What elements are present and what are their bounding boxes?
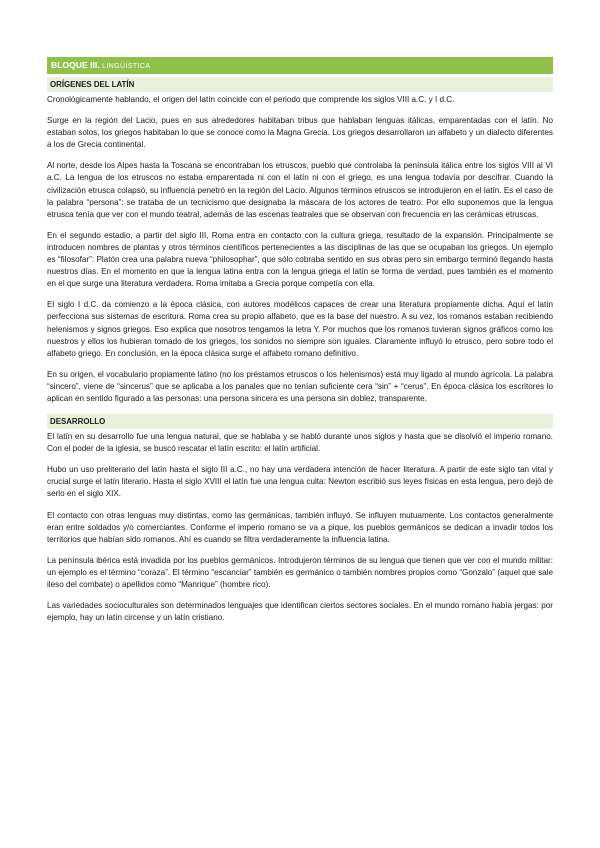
- paragraph: Las variedades socioculturales son determinados lenguajes que identifican ciertos sectores sociales. En el mundo romano había jergas: por ejemplo, hay un latín circense y un latín cristiano.: [47, 601, 553, 623]
- paragraph: El siglo I d.C. da comienzo a la época clásica, con autores modélicos capaces de crear una literatura propiamente dicha. Aquí el latín perfecciona sus sistemas de escritura. Roma crea su propio alfabeto, que es la base del nuestro. A su vez, los romanos estaban recibiendo helenismos y signos griegos. Eso explica que nosotros tengamos la letra Y. Por muchos que los romanos tuvieran signos gráficos como los nuestros y ellos los hubieran tomado de los griegos, los sonidos no siempre son iguales. Claramente influyó lo etrusco, pero sobre todo el alfabeto griego. En conclusión, en la época clásica surge el alfabeto romano definitivo.: [47, 300, 553, 358]
- paragraph: La península ibérica está invadida por los pueblos germánicos. Introdujeron términos de su lengua que tienen que ver con el mundo militar: un ejemplo es el término “coraza”. El término “escanciar” también es germánico o también nombres propios como “Gonzalo” (aquel que sale ileso del combate) o apellidos como “Manrique” (hombre rico).: [47, 555, 553, 589]
- paragraph: El latín en su desarrollo fue una lengua natural, que se hablaba y se habló durante unos siglos y hasta que se disolvió el imperio romano. Con el poder de la iglesia, se buscó rescatar el latín escrito: el latín artificial.: [47, 432, 553, 454]
- section-title: ORÍGENES DEL LATÍN: [47, 77, 553, 92]
- block-subtitle: LINGÜÍSTICA: [102, 63, 151, 70]
- paragraph: En su origen, el vocabulario propiamente latino (no los préstamos etruscos o los helenismos) está muy ligado al mundo agrícola. La palabra “sincero”, viene de “sincerus” que se aplicaba a los panales que no tenían suficiente cera “sin” + “cerus”. En época clásica los escritores lo aplican en sentido figurado a las personas: una persona sincera es una persona sin doblez, transparente.: [47, 369, 553, 403]
- paragraph: Cronológicamente hablando, el origen del latín coincide con el periodo que comprende los siglos VIII a.C. y I d.C.: [47, 95, 455, 104]
- section-origenes: [47, 77, 553, 405]
- section-desarrollo: [47, 414, 553, 624]
- paragraph: El contacto con otras lenguas muy distintas, como las germánicas, también influyó. Se influyen mutuamente. Los contactos generalmente eran entre soldados y/o comerciantes. Conforme el imperio romano se va a pique, los pueblos germánicos se dedican a invadir todos los territorios que habían sido romanos. Ahí es cuando se filtra verdaderamente la influencia latina.: [47, 510, 553, 544]
- paragraph: Surge en la región del Lacio, pues en sus alrededores habitaban tribus que hablaban lenguas itálicas, emparentadas con el latín. No estaban solos, los griegos habitaban lo que se conoce como la Magna Grecia. Los griegos desarrollaron un alfabeto y un dialecto diferentes a los de Grecia continental.: [47, 116, 553, 150]
- block-header: [47, 57, 553, 74]
- paragraph: En el segundo estadio, a partir del siglo III, Roma entra en contacto con la cultura griega, resultado de la expansión. Principalmente se introducen nombres de plantas y otros términos científicos pertenecientes a las disciplinas de las que se ocupaban los griegos. Un ejemplo es “filosofar”: Platón crea una palabra nueva “philosophar”, que sólo cobraba sentido en sus obras pero sin embargo terminó llegando hasta nuestros días. En el momento en que la lengua latina entra con la lengua griega el latín se forma de verdad, pues también es el momento en el que surge una literatura verdadera. Roma imitaba a Grecia porque competía con ella.: [47, 230, 553, 289]
- section-title: DESARROLLO: [47, 414, 553, 429]
- block-label: BLOQUE III.: [51, 60, 100, 70]
- paragraph: Al norte, desde los Alpes hasta la Toscana se encontraban los etruscos, pueblo que controlaba la península itálica entre los siglos VIII al VI a.C. La lengua de los etruscos no estaba emparentada ni con el latín ni con el griego, es una lengua todavía por descifrar. Cuando la civilización etrusca colapsó, su influencia penetró en la región del Lacio. Algunos términos etruscos se introdujeron en el latín. Es el caso de la palabra “persona”: se trataba de un tecnicismo que designaba la máscara de los actores de teatro. Por ello suponemos que la lengua etrusca tenía que ver con el mundo teatral, además de las escenas teatrales que se observan con frecuencia en las cerámicas etruscas.: [47, 161, 553, 219]
- document-page: [47, 57, 553, 633]
- paragraph: Hubo un uso preliterario del latín hasta el siglo III a.C., no hay una verdadera intención de hacer literatura. A partir de este siglo tan vital y crucial surge el latín literario. Hasta el siglo XVIII el latín fue una lengua culta: Newton escribió sus leyes físicas en esta lengua, pero dejó de serlo en el siglo XIX.: [47, 465, 553, 499]
